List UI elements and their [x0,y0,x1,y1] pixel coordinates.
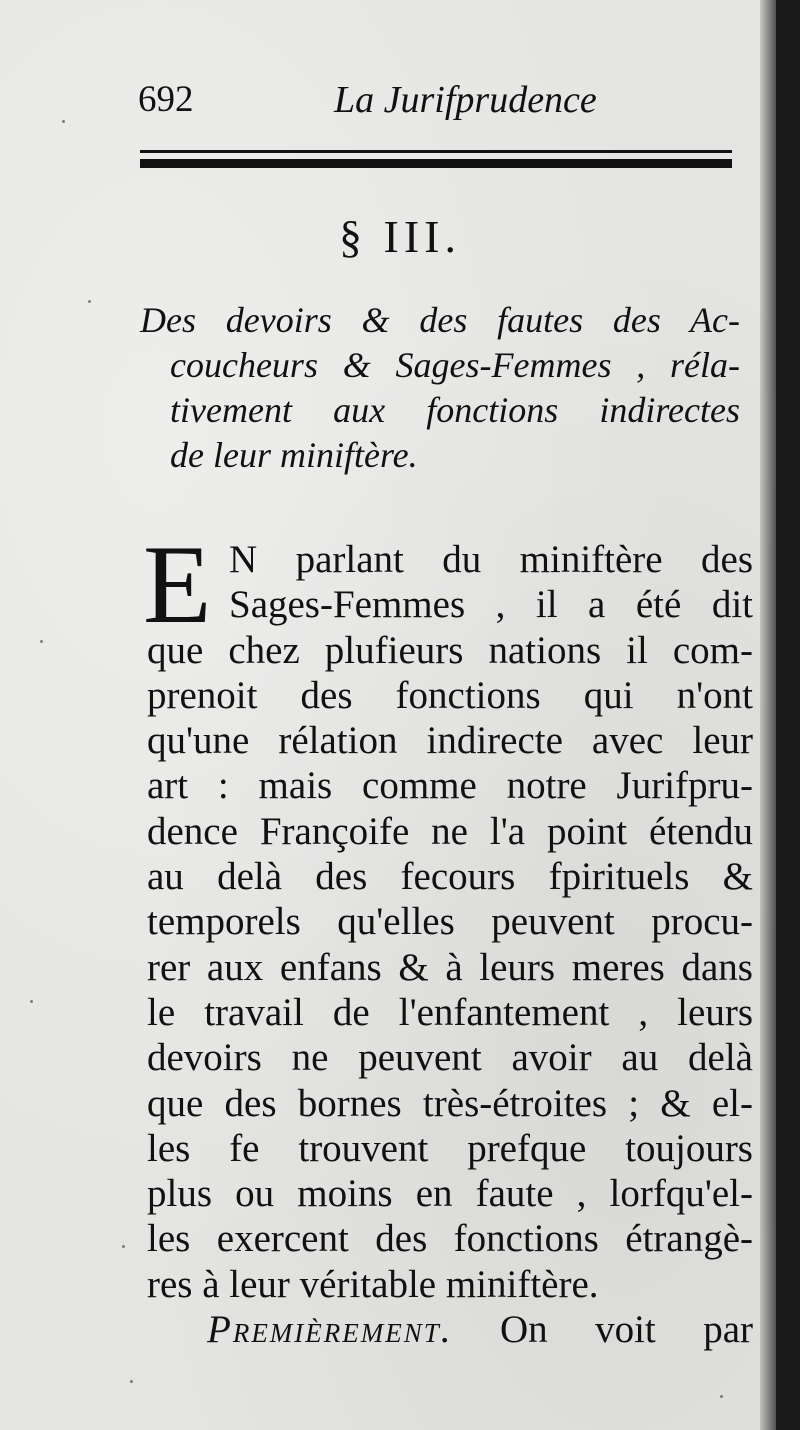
body-paragraph [143,523,754,1352]
section-number: § III. [339,211,461,262]
body-line: dence Françoife ne l'a point étendu [147,809,753,853]
body-line: devoirs ne peuvent avoir au delà [147,1036,753,1080]
body-line: temporels qu'elles peuvent procu- [147,900,753,944]
section-title-line: Des devoirs & des fautes des Ac- [140,300,740,340]
running-head [138,78,738,128]
body-line: N parlant du miniftère des [229,538,753,581]
paper-speck [40,640,43,643]
paper-speck [122,1245,125,1248]
paper-speck [720,1395,723,1398]
paper-speck [130,1380,133,1383]
body-line: le travail de l'enfantement , leurs [147,990,753,1034]
body-line: au delà des fecours fpirituels & [147,855,753,899]
body-line: rer aux enfans & à leurs meres dans [147,945,753,989]
paper-speck [62,120,65,123]
body-line: que des bornes très-étroites ; & el- [147,1081,753,1125]
body-line: les exercent des fonctions étrangè- [147,1217,753,1261]
paper-speck [88,300,91,303]
section-title-line: coucheurs & Sages-Femmes , réla- [170,345,740,385]
section-title-line: de leur miniftère. [170,435,418,475]
body-line: Sages-Femmes , il a été dit [229,583,753,627]
section-title [140,298,740,478]
body-line: que chez plufieurs nations il com- [147,628,753,672]
body-line: art : mais comme notre Jurifpru- [147,764,753,808]
body-line: les fe trouvent prefque toujours [147,1126,753,1170]
section-title-line: tivement aux fonctions indirectes [170,390,740,430]
body-line: plus ou moins en faute , lorfqu'el- [147,1172,753,1216]
paragraph-text: On voit par [499,1308,754,1352]
paper-speck [30,1000,33,1003]
next-paragraph-line [147,1307,753,1352]
header-rule-thin [140,150,732,153]
paragraph-lead: Premièrement. [207,1308,453,1352]
page-number: 692 [138,79,194,120]
body-line: qu'une rélation indirecte avec leur [147,719,753,763]
running-title: La Jurifprudence [334,79,597,121]
body-line: res à leur véritable miniftère. [147,1262,599,1306]
header-rule-thick [140,159,732,168]
body-line: prenoit des fonctions qui n'ont [147,673,753,717]
binding-shadow [760,0,800,1430]
drop-cap: E [143,523,212,647]
